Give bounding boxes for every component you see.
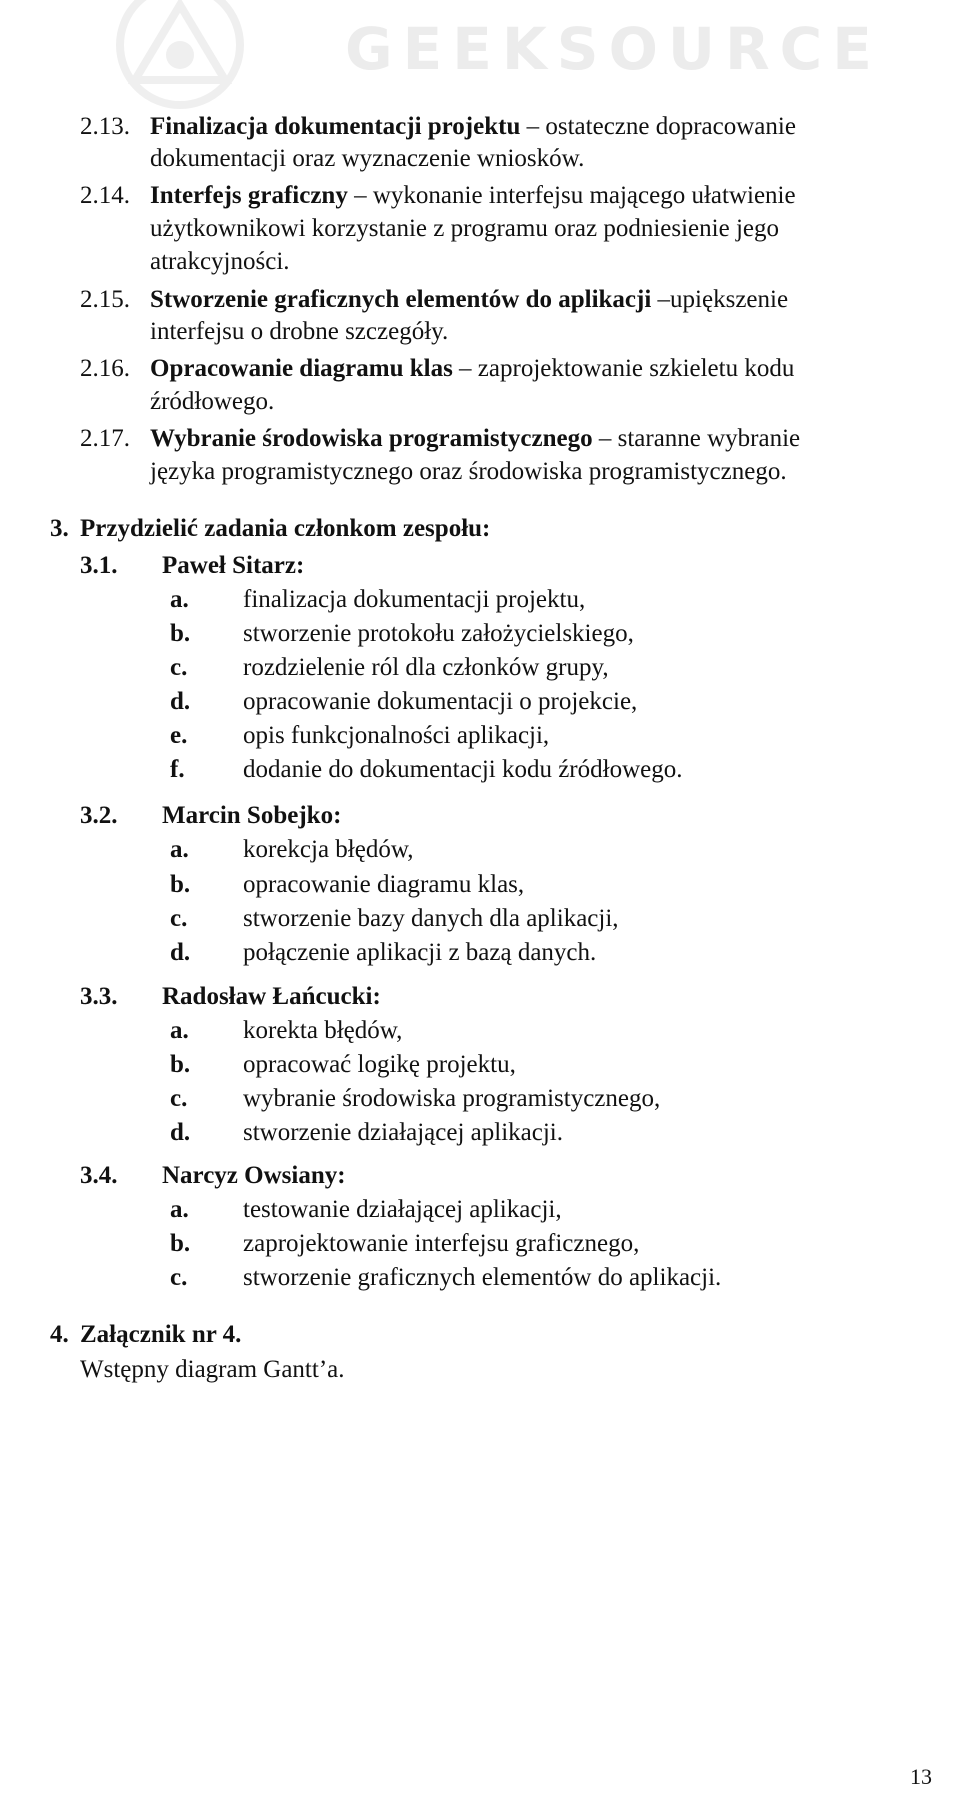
- section-subtitle: Wstępny diagram Gantt’a.: [80, 1356, 345, 1383]
- task-text: wybranie środowiska programistycznego,: [243, 1085, 661, 1112]
- item-title: Finalizacja dokumentacji projektu: [150, 113, 521, 140]
- task-letter: d.: [170, 688, 191, 715]
- task-letter: b.: [170, 1051, 191, 1078]
- item-description: – zaprojektowanie szkieletu kodu: [452, 355, 795, 382]
- task-letter: c.: [170, 654, 188, 681]
- section-title: Załącznik nr 4.: [80, 1321, 242, 1348]
- item-title: Opracowanie diagramu klas: [150, 355, 453, 382]
- task-letter: a.: [170, 836, 189, 863]
- item-number: 2.13.: [80, 113, 130, 140]
- member-name: Paweł Sitarz:: [162, 552, 305, 579]
- item-number: 2.14.: [80, 182, 130, 209]
- watermark-brand: GEEKSOURCE: [345, 15, 882, 83]
- item-line: [150, 287, 788, 312]
- item-description: – ostateczne dopracowanie: [520, 113, 796, 140]
- item-number: 2.16.: [80, 355, 130, 382]
- task-letter: c.: [170, 905, 188, 932]
- member-number: 3.1.: [80, 552, 118, 579]
- task-text: stworzenie protokołu założycielskiego,: [243, 620, 634, 647]
- task-letter: c.: [170, 1085, 188, 1112]
- item-number: 2.15.: [80, 286, 130, 313]
- item-continuation: języka programistycznego oraz środowiska programistycznego.: [150, 458, 787, 485]
- task-letter: e.: [170, 722, 188, 749]
- task-letter: b.: [170, 620, 191, 647]
- task-text: połączenie aplikacji z bazą danych.: [243, 939, 597, 966]
- task-text: stworzenie bazy danych dla aplikacji,: [243, 905, 619, 932]
- task-text: opracować logikę projektu,: [243, 1051, 516, 1078]
- item-continuation: atrakcyjności.: [150, 248, 290, 275]
- task-text: stworzenie działającej aplikacji.: [243, 1119, 563, 1146]
- task-letter: a.: [170, 586, 189, 613]
- item-title: Wybranie środowiska programistycznego: [150, 425, 593, 452]
- task-text: testowanie działającej aplikacji,: [243, 1196, 562, 1223]
- item-number: 2.17.: [80, 425, 130, 452]
- item-line: [150, 426, 800, 451]
- section-number: 4.: [50, 1321, 69, 1348]
- task-letter: d.: [170, 939, 191, 966]
- task-text: rozdzielenie ról dla członków grupy,: [243, 654, 609, 681]
- task-text: opracowanie diagramu klas,: [243, 871, 525, 898]
- item-line: [150, 183, 796, 208]
- task-letter: a.: [170, 1017, 189, 1044]
- task-text: stworzenie graficznych elementów do aplikacji.: [243, 1264, 722, 1291]
- item-continuation: źródłowego.: [150, 388, 275, 415]
- task-text: korekta błędów,: [243, 1017, 403, 1044]
- task-text: opracowanie dokumentacji o projekcie,: [243, 688, 638, 715]
- item-title: Stworzenie graficznych elementów do aplikacji: [150, 286, 652, 313]
- member-number: 3.3.: [80, 983, 118, 1010]
- task-letter: d.: [170, 1119, 191, 1146]
- section-number: 3.: [50, 515, 69, 542]
- member-name: Narcyz Owsiany:: [162, 1162, 346, 1189]
- member-number: 3.2.: [80, 802, 118, 829]
- task-text: finalizacja dokumentacji projektu,: [243, 586, 586, 613]
- item-description: – wykonanie interfejsu mającego ułatwienie: [347, 182, 796, 209]
- task-letter: b.: [170, 1230, 191, 1257]
- item-description: –upiększenie: [651, 286, 789, 313]
- task-text: zaprojektowanie interfejsu graficznego,: [243, 1230, 640, 1257]
- task-letter: f.: [170, 756, 185, 783]
- item-continuation: interfejsu o drobne szczegóły.: [150, 318, 449, 345]
- item-continuation: użytkownikowi korzystanie z programu oraz podniesienie jego: [150, 215, 779, 242]
- task-text: opis funkcjonalności aplikacji,: [243, 722, 550, 749]
- item-continuation: dokumentacji oraz wyznaczenie wniosków.: [150, 145, 585, 172]
- page-number: 13: [910, 1764, 932, 1789]
- member-name: Radosław Łańcucki:: [162, 983, 381, 1010]
- section-title: Przydzielić zadania członkom zespołu:: [80, 515, 491, 542]
- item-line: [150, 356, 794, 381]
- member-name: Marcin Sobejko:: [162, 802, 342, 829]
- item-line: [150, 114, 796, 139]
- item-title: Interfejs graficzny: [150, 182, 348, 209]
- task-text: dodanie do dokumentacji kodu źródłowego.: [243, 756, 683, 783]
- task-text: korekcja błędów,: [243, 836, 414, 863]
- task-letter: b.: [170, 871, 191, 898]
- task-letter: c.: [170, 1264, 188, 1291]
- item-description: – staranne wybranie: [592, 425, 801, 452]
- member-number: 3.4.: [80, 1162, 118, 1189]
- task-letter: a.: [170, 1196, 189, 1223]
